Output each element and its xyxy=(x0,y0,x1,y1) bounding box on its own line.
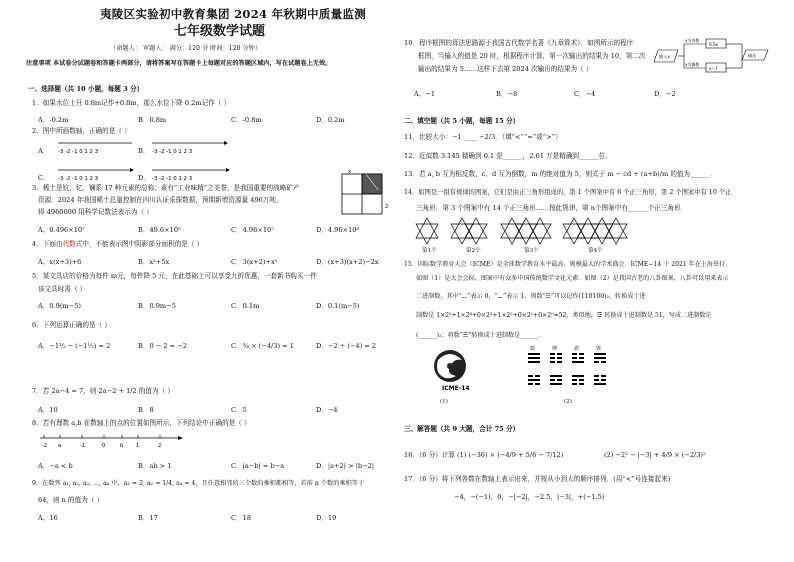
q10-option-a: A．−1 xyxy=(414,90,436,98)
exam-meta: （命题人： 审题人： 满分：120 分 时间：120 分钟） xyxy=(110,45,262,52)
q6-option-b: B．0 − 2 = −2 xyxy=(138,342,187,350)
q14-caption-1: 第1个 xyxy=(422,248,437,254)
q5-line1: 5．某文具店的价格为每件 m元，每件降 5 元，在此基础上可以享受九折优惠，一套新书购买一件 xyxy=(32,272,317,280)
q2-option-a: A． xyxy=(38,147,50,155)
q14-star-pattern xyxy=(414,216,714,252)
q9-line1: 9．在数列 a₁, a₂, a₃, …, aₙ 中，a₁ = 2, a₂ = 1/4, a₄ = 4，且任意相邻的三个数的乘积都相等，若前 n 个数的乘积等于 xyxy=(32,480,365,487)
q14-caption-4: 第4个 xyxy=(588,248,603,254)
q8-tick-label: 2 xyxy=(158,443,162,449)
q10-option-b: B．−8 xyxy=(496,90,518,98)
q8-option-c: C．|a−b| = b−a xyxy=(231,462,285,470)
section-3-title: 三、解答题（共 9 大题，合计 75 分） xyxy=(404,425,520,433)
q2-option-d: D． xyxy=(138,174,150,182)
svg-text:x: x xyxy=(348,169,351,175)
q1-option-d: D．0.2m xyxy=(316,116,345,124)
q10-line2: 框图，当输入的值是 20 时，根据程序计算，第一次输出的结果为 10，第二次 xyxy=(418,52,646,60)
q1-option-b: B．0.8m xyxy=(138,116,167,124)
q3-line3: 将 4960000 用科学记数法表示为（ ） xyxy=(38,208,153,216)
q9-option-c: C．18 xyxy=(231,514,252,522)
bagua-label: 坤 xyxy=(552,346,558,352)
q4-option-d: D．(x+3)(x+2)−2x xyxy=(316,258,379,266)
q14-line1: 14．如图是一组有规律的图案，它们是由正三角形组成的，第 1 个图案中有 6 个正三角形，第 2 个图案中有 10 个正 xyxy=(404,189,732,196)
q15-line5: (______)₂；将数“☴”转换成十进制数是______． xyxy=(416,332,545,339)
q12-text: 12．近似数 3.145 精确到 0.1 是______，2.61 万是精确到______位． xyxy=(404,152,612,160)
q14-line2: 三角形，第 3 个图案中有 14 个正三角形……按此规律，第 n个图案中有______个正三角形． xyxy=(416,204,688,212)
svg-text:-3 -2 -1 0 1 2 3: -3 -2 -1 0 1 2 3 xyxy=(58,149,99,155)
exam-title: 夷陵区实验初中教育集团 2024 年秋期中质量监测 xyxy=(100,7,367,21)
q3-option-b: B．49.6×10⁵ xyxy=(138,226,181,234)
q6-option-c: C．¾ × (−4/3) = 1 xyxy=(231,342,294,350)
q5-option-a: A．0.9(m−5) xyxy=(38,302,81,310)
q4-option-a: A．x(x+3)+6 xyxy=(38,258,82,266)
bagua-label: 乾 xyxy=(530,346,536,352)
bagua-label: 巽 xyxy=(596,346,602,352)
notice: 注意事项 本试卷分试题卷和答题卡两部分，请将答案写在答题卡上每题对应的答题区域内，写在试题卷上无效。 xyxy=(26,60,332,67)
q9-option-d: D．19 xyxy=(316,514,337,522)
q15-fig2-caption: (2) xyxy=(564,399,572,405)
q15-line1: 15．国际数学教育大会（ICME）是全球数学教育水平最高、规模最大的学术盛会．ICME−14 于 2021 年在上海举行， xyxy=(404,261,732,268)
svg-text:输出: 输出 xyxy=(748,53,757,58)
q7-option-b: B．8 xyxy=(138,406,154,414)
q4-option-c: C．3(x+2)+x² xyxy=(231,258,278,266)
q10-option-d: D．−2 xyxy=(654,90,676,98)
q2-text: 2．图中所画数轴，正确的是（ ） xyxy=(32,127,131,135)
q6-option-d: D．−2 ÷ (−4) = 2 xyxy=(316,342,377,350)
q16-part1: 16．（6 分）计算 (1) (−36) × (−4/9 + 5/6 − 7/12) xyxy=(404,451,564,459)
q8-tick-label: a xyxy=(58,443,62,449)
q8-option-d: D．|a+2| > |b−2| xyxy=(316,462,375,470)
q4-area-figure xyxy=(338,168,394,226)
q10-flowchart xyxy=(654,36,774,78)
q9-line2: 64，则 n 的值为（ ） xyxy=(38,496,104,504)
q2-number-line-b xyxy=(150,138,230,156)
q8-tick-label: 0 xyxy=(102,443,106,449)
q16-part2: (2) −2² − |−3| + 4/9 × (−2/3)² xyxy=(604,451,706,459)
q4-text: 4．下面由代数式中，不能表示图中阴影部分面积的是（ ） xyxy=(32,240,204,248)
q8-tick-label: 1 xyxy=(136,443,140,449)
svg-text:x−7: x−7 xyxy=(709,66,718,71)
q2-number-line-c xyxy=(56,165,136,183)
q6-option-a: A．−1½ − (−1½) = 2 xyxy=(38,342,111,350)
q8-number-line xyxy=(38,432,188,452)
q1-option-c: C．-0.8m xyxy=(231,116,262,124)
svg-text:输入x: 输入x xyxy=(659,54,670,59)
svg-text:-3 -2 -1 0 1 2 3: -3 -2 -1 0 1 2 3 xyxy=(58,176,99,182)
q10-line3: 输出的结果为 5……这样下去第 2024 次输出的结果为（ ） xyxy=(418,65,593,73)
q17-line1: 17．（6 分）将下列各数在数轴上表示出来，并按从小到大的顺序排列．(用“<”号连接起来) xyxy=(404,475,671,483)
q5-option-b: B．0.9m−5 xyxy=(138,302,176,310)
svg-text:-3 -2 -1 0 1 2 3: -3 -2 -1 0 1 2 3 xyxy=(152,176,193,182)
q3-line2: 资源．2024 年我国稀土总量控制在四川认证采探数据，预期新增资源量 496万吨， xyxy=(38,196,283,204)
q6-text: 6．下列运算正确的是（ ） xyxy=(32,321,111,329)
q15-line4: 制数是 1×2⁵+1×2⁴+0×2³+1×2²+0×2¹+0×2⁰=52，类似地，☲ 转换成十进制数是 51，写成二进制数是 xyxy=(416,312,712,319)
q5-line2: 该文具时需（ ） xyxy=(38,285,87,293)
q2-number-line-d xyxy=(150,165,232,183)
left-column xyxy=(26,0,398,562)
q5-option-c: C．0.1m xyxy=(231,302,260,310)
q8-option-a: A．−a < b xyxy=(38,462,73,470)
q14-caption-3: 第3个 xyxy=(524,248,539,254)
q1-option-a: A．-0.2m xyxy=(38,116,69,124)
q4-option-b: B．x²+5x xyxy=(138,258,170,266)
svg-text:0.5x: 0.5x xyxy=(709,42,719,47)
q14-caption-2: 第2个 xyxy=(466,248,481,254)
section-1-title: 一、选择题（共 10 小题，每题 3 分） xyxy=(28,85,144,93)
q8-option-b: B．ab > 1 xyxy=(138,462,172,470)
q3-option-d: D．4.96×10⁶ xyxy=(316,226,360,234)
q2-option-c: C． xyxy=(38,174,50,182)
q7-option-a: A．10 xyxy=(38,406,58,414)
q15-line3: 二进制数，其中“⚋”表示 0，“⚊”表示 1，则数“☷”可以记作(110100)₂，转换成十进 xyxy=(416,293,646,300)
q8-tick-label: b xyxy=(120,443,124,449)
q10-option-c: C．−4 xyxy=(574,90,596,98)
svg-text:-3 -2 -1 0 1 2 3: -3 -2 -1 0 1 2 3 xyxy=(152,149,193,155)
q15-line2: 如图（1）是大会会标，图案中有众多中国传统数学文化元素．如图（2）是我国古老的八卦图案，八卦可以用来表示 xyxy=(416,275,729,282)
bagua-figure xyxy=(526,343,616,398)
svg-text:x为奇数: x为奇数 xyxy=(685,38,700,43)
svg-text:2: 2 xyxy=(385,204,389,210)
svg-text:ICME-14: ICME-14 xyxy=(442,385,470,392)
q3-option-c: C．4.96×10⁷ xyxy=(231,226,274,234)
q3-option-a: A．0.496×10⁷ xyxy=(38,226,85,234)
q3-line1: 3．稀土是钪、钇、镧系 17 种元素的总称；素有“工业味精”之美誉，是我国重要的战略矿产 xyxy=(32,184,300,192)
q7-option-d: D．−4 xyxy=(316,406,338,414)
q15-fig1-caption: (1) xyxy=(440,399,448,405)
exam-subtitle: 七年级数学试题 xyxy=(174,24,266,39)
q17-numbers: −4，−(−1)，0，−|−2|，−2.5，|−3|，+(−1.5) xyxy=(454,493,605,501)
q10-line1: 10．程序框图的算法思路源于我国古代数学名著《九章算术》．如图所示的程序 xyxy=(404,39,634,47)
right-column xyxy=(404,0,774,562)
q13-text: 13．若 a, b 互为相反数，c、d 互为倒数，m 的绝对值为 5，则式子 m − cd + (a+b)/m 的值为______． xyxy=(404,170,717,178)
q1-text: 1．如果水位上升 0.8m记作+0.8m，那么水位下降 0.2m记作（ ） xyxy=(32,99,231,107)
section-2-title: 二、填空题（共 5 小题，每题 15 分） xyxy=(404,117,520,125)
q11-text: 11．比较大小：−1 ____ −2/3．（填“<”“=”或“>”） xyxy=(404,133,562,141)
q8-tick-label: -2 xyxy=(42,443,48,449)
icme-logo-image xyxy=(426,344,486,394)
bagua-label: 震 xyxy=(574,346,580,352)
q9-option-a: A．16 xyxy=(38,514,58,522)
q2-option-b: B． xyxy=(138,147,150,155)
svg-text:x为偶数: x为偶数 xyxy=(685,62,700,67)
q7-text: 7．若 2a−4 = 7，则 2a−2 + 1/2 的值为（ ） xyxy=(32,387,174,395)
q7-option-c: C．5 xyxy=(231,406,247,414)
q9-option-b: B．17 xyxy=(138,514,158,522)
q2-number-line-a xyxy=(56,138,136,156)
q5-option-d: D．0.1(m−5) xyxy=(316,302,360,310)
q8-tick-label: -1 xyxy=(80,443,86,449)
q8-text: 8．若有理数 a,b 在数轴上的点的位置如图所示，下列结论中正确的是（ ） xyxy=(32,419,251,427)
